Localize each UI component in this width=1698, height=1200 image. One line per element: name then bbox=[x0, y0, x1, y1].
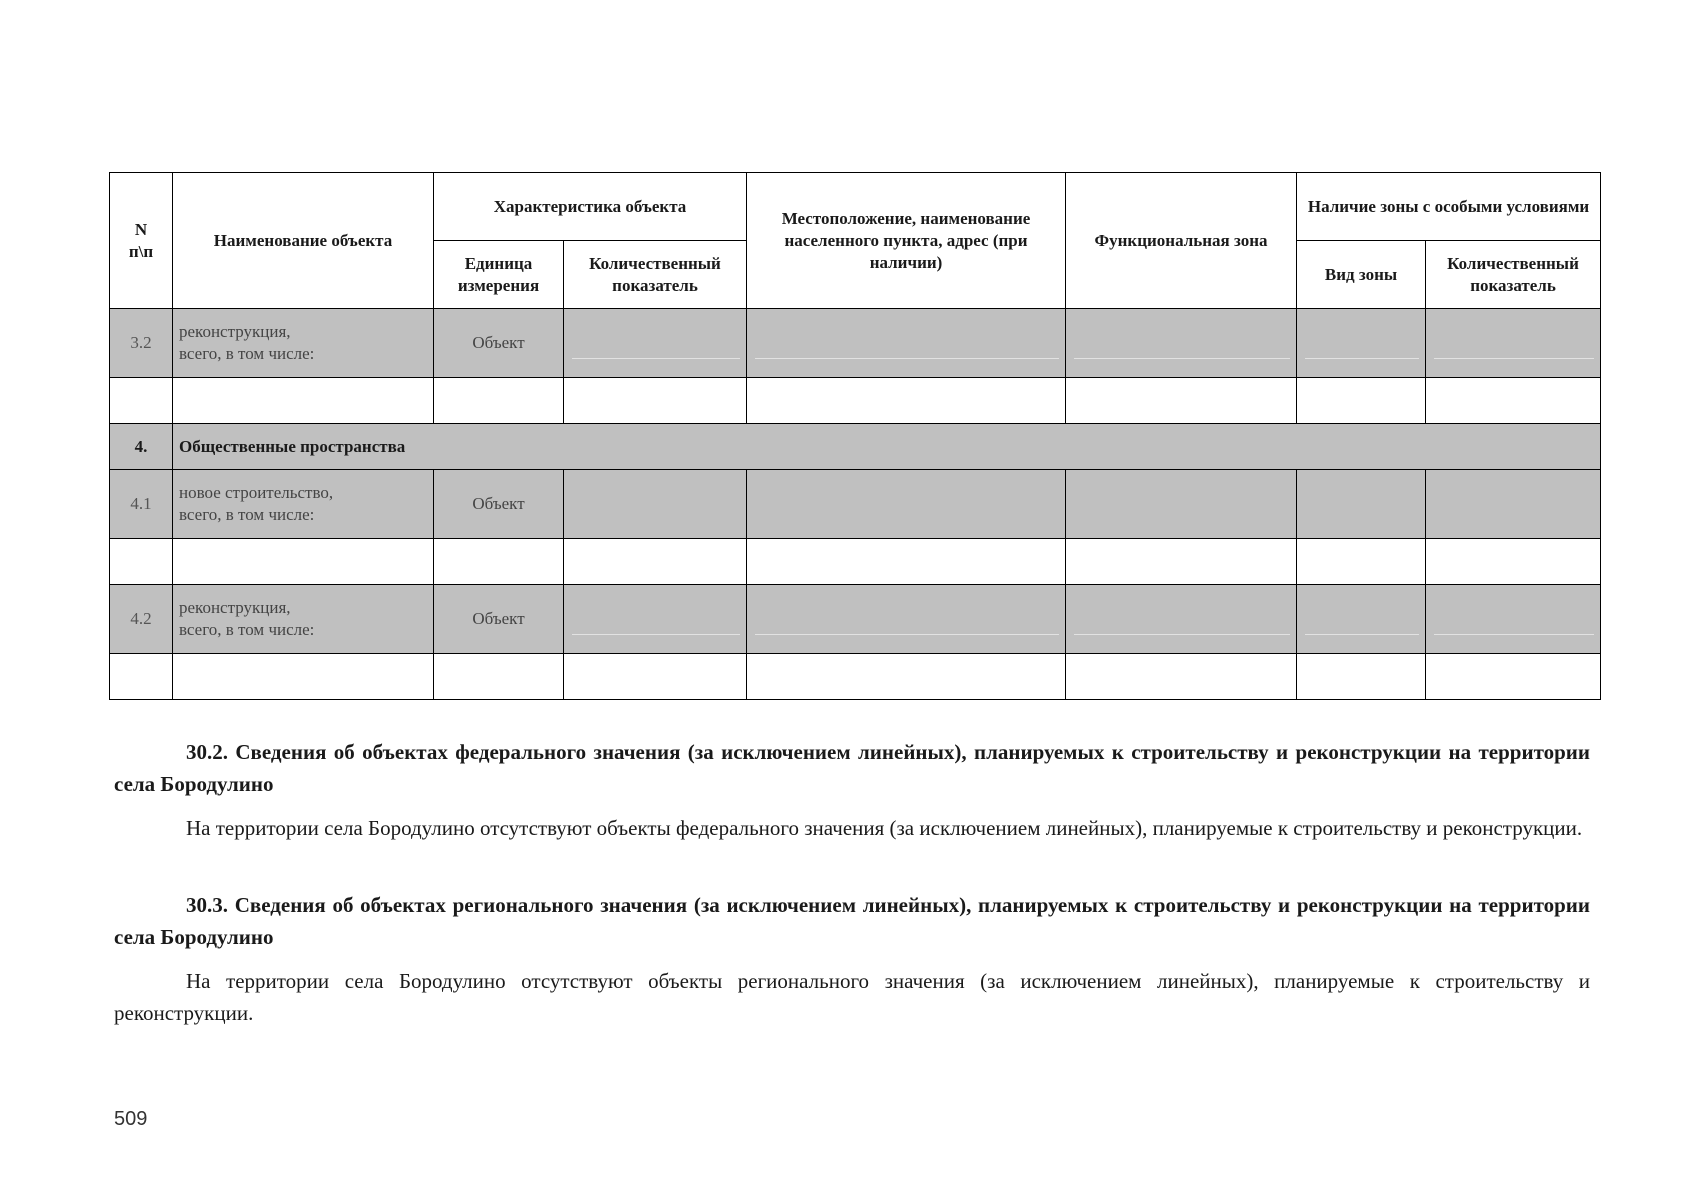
header-unit: Единица измерения bbox=[434, 241, 564, 309]
row-object-name: реконструкция, всего, в том числе: bbox=[173, 585, 434, 654]
row-zone bbox=[1066, 470, 1297, 539]
table-row bbox=[110, 470, 1601, 539]
section-body-regional: На территории села Бородулино отсутствуют объекты регионального значения (за исключением линейных), планируемые к строительству и реконструкции. bbox=[114, 969, 1590, 1025]
header-name: Наименование объекта bbox=[173, 173, 434, 309]
header-quantity: Количественный показатель bbox=[564, 241, 747, 309]
row-location bbox=[747, 585, 1066, 654]
row-zone-type bbox=[1297, 585, 1426, 654]
section-number: 4. bbox=[110, 424, 173, 470]
row-zone-type bbox=[1297, 309, 1426, 378]
table-row-empty bbox=[110, 539, 1601, 585]
row-quantity bbox=[564, 585, 747, 654]
row-zone bbox=[1066, 309, 1297, 378]
table-row bbox=[110, 309, 1601, 378]
objects-table bbox=[109, 172, 1601, 700]
row-zone-type bbox=[1297, 470, 1426, 539]
row-zone-quantity bbox=[1426, 309, 1601, 378]
header-special-zone: Наличие зоны с особыми условиями bbox=[1297, 173, 1601, 241]
row-number: 4.1 bbox=[110, 470, 173, 539]
table-section-row bbox=[110, 424, 1601, 470]
header-functional-zone: Функциональная зона bbox=[1066, 173, 1297, 309]
header-num: N п\п bbox=[110, 173, 173, 309]
row-number: 3.2 bbox=[110, 309, 173, 378]
row-zone-quantity bbox=[1426, 470, 1601, 539]
row-location bbox=[747, 309, 1066, 378]
row-location bbox=[747, 470, 1066, 539]
row-unit: Объект bbox=[434, 470, 564, 539]
table-row bbox=[110, 585, 1601, 654]
row-zone-quantity bbox=[1426, 585, 1601, 654]
header-location: Местоположение, наименование населенного пункта, адрес (при наличии) bbox=[747, 173, 1066, 309]
table-row-empty bbox=[110, 378, 1601, 424]
header-characteristic: Характеристика объекта bbox=[434, 173, 747, 241]
table-header-row bbox=[110, 173, 1601, 241]
page-number: 509 bbox=[114, 1108, 148, 1130]
header-zone-quantity: Количественный показатель bbox=[1426, 241, 1601, 309]
section-body-federal: На территории села Бородулино отсутствуют объекты федерального значения (за исключением линейных), планируемые к строительству и реконструкции. bbox=[186, 816, 1583, 840]
row-quantity bbox=[564, 309, 747, 378]
row-unit: Объект bbox=[434, 309, 564, 378]
row-object-name: реконструкция, всего, в том числе: bbox=[173, 309, 434, 378]
table-row-empty bbox=[110, 654, 1601, 700]
header-zone-type: Вид зоны bbox=[1297, 241, 1426, 309]
section-heading-regional: 30.3. Сведения об объектах регионального значения (за исключением линейных), планируемых к строительству и реконструкции на территории села Бородулино bbox=[114, 893, 1590, 949]
section-title: Общественные пространства bbox=[173, 424, 1601, 470]
section-heading-federal: 30.2. Сведения об объектах федерального значения (за исключением линейных), планируемых к строительству и реконструкции на территории села Бородулино bbox=[114, 740, 1590, 796]
row-object-name: новое строительство, всего, в том числе: bbox=[173, 470, 434, 539]
row-quantity bbox=[564, 470, 747, 539]
row-unit: Объект bbox=[434, 585, 564, 654]
row-zone bbox=[1066, 585, 1297, 654]
row-number: 4.2 bbox=[110, 585, 173, 654]
